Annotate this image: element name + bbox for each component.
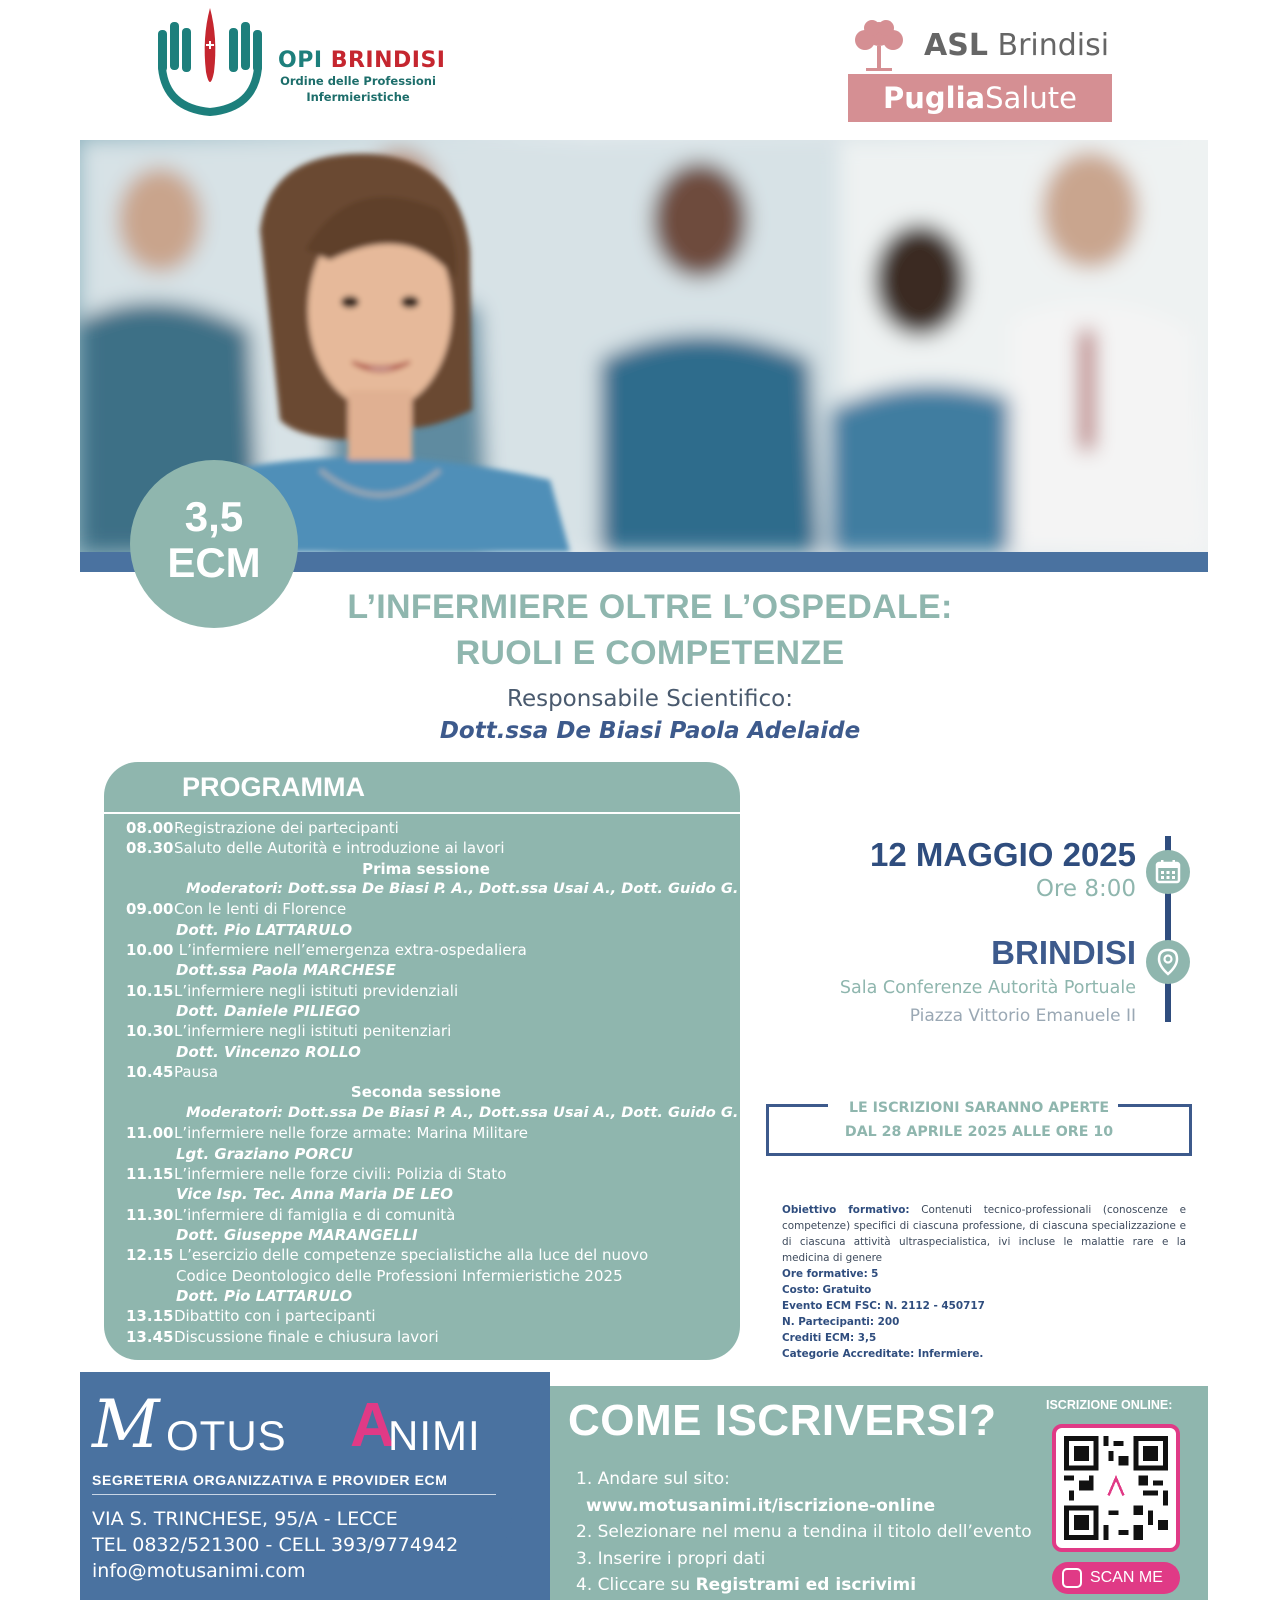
evento-ecm: Evento ECM FSC: N. 2112 - 450717 [782, 1300, 985, 1312]
programma-item [126, 1306, 726, 1326]
programma-speaker: Dott. Pio LATTARULO [176, 920, 353, 939]
programma-item [126, 981, 726, 1001]
programma-topic: Dibattito con i partecipanti [174, 1307, 376, 1326]
event-title-line-1: L’INFERMIERE OLTRE L’OSPEDALE: [347, 588, 953, 626]
puglia-salute-band: PugliaSalute [848, 74, 1112, 122]
step-4: 4. Cliccare su Registrami ed iscrivimi [576, 1575, 917, 1595]
opi-subtitle: Ordine delle Professioni Infermieristiche [280, 74, 436, 104]
registration-url[interactable]: www.motusanimi.it/iscrizione-online [586, 1495, 936, 1516]
calendar-icon [1146, 850, 1190, 894]
n-partecipanti: N. Partecipanti: 200 [782, 1316, 900, 1328]
ore-formative: Ore formative: 5 [782, 1268, 879, 1280]
programma-session: Seconda sessione [350, 1083, 502, 1102]
programma-item [126, 1021, 726, 1041]
opi-text [278, 48, 445, 105]
ecm-value: 3,5 [184, 493, 244, 540]
responsabile-label: Responsabile Scientifico: [507, 686, 793, 712]
programma-item [126, 899, 726, 919]
come-iscriversi-title: COME ISCRIVERSI? [568, 1396, 997, 1445]
event-address: Piazza Vittorio Emanuele II [909, 1006, 1136, 1026]
registration-steps [576, 1466, 1032, 1599]
scan-me-label: SCAN ME [1090, 1569, 1163, 1586]
motus-animi-logo: M OTUS A NIMI [92, 1386, 481, 1463]
step-3: 3. Inserire i propri dati [576, 1548, 766, 1569]
location-pin-icon [1146, 940, 1190, 984]
programma-item [126, 1327, 726, 1347]
programma-topic: L’infermiere nelle forze armate: Marina Militare [174, 1124, 528, 1143]
programma-time: 12.15 [126, 1246, 174, 1265]
programma-item [126, 1062, 726, 1082]
obiettivo-formativo [782, 1202, 1186, 1362]
programma-panel [104, 762, 740, 1360]
programma-moderators: Moderatori: Dott.ssa De Biasi P. A., Dott.ssa Usai A., Dott. Guido G. [186, 1103, 739, 1121]
programma-time: 10.15 [126, 981, 174, 1000]
programma-topic: Saluto delle Autorità e introduzione ai lavori [174, 839, 505, 858]
costo: Costo: Gratuito [782, 1284, 872, 1296]
scan-me-button[interactable] [1052, 1562, 1180, 1594]
programma-time: 10.45 [126, 1063, 174, 1082]
programma-time: 10.30 [126, 1022, 174, 1041]
programma-time: 11.00 [126, 1124, 174, 1143]
programma-speaker: Vice Isp. Tec. Anna Maria DE LEO [176, 1185, 453, 1204]
event-title-block [300, 584, 1000, 744]
iscrizioni-text [766, 1096, 1192, 1144]
categorie-accreditate: Categorie Accreditate: Infermiere. [782, 1348, 984, 1360]
programma-topic: L’infermiere negli istituti penitenziari [174, 1022, 452, 1041]
programma-item [126, 838, 726, 858]
event-city: BRINDISI [991, 934, 1136, 971]
opi-brindisi-logo [152, 8, 452, 120]
programma-time: 09.00 [126, 900, 174, 919]
iscrizione-online-label: ISCRIZIONE ONLINE: [1046, 1398, 1173, 1412]
ecm-credits-badge [130, 460, 298, 628]
event-date: 12 MAGGIO 2025 [870, 836, 1136, 873]
asl-name: ASL Brindisi [924, 28, 1110, 63]
programma-topic: Registrazione dei partecipanti [174, 819, 399, 837]
motus-divider [92, 1494, 496, 1495]
contact-email[interactable]: info@motusanimi.com [92, 1560, 306, 1582]
asl-brindisi-logo [848, 14, 1114, 122]
phone-scan-icon [1062, 1568, 1082, 1588]
programma-moderators: Moderatori: Dott.ssa De Biasi P. A., Dott.ssa Usai A., Dott. Guido G. [186, 880, 739, 898]
event-title-line-2: RUOLI E COMPETENZE [455, 634, 845, 672]
motus-subtitle: SEGRETERIA ORGANIZZATIVA E PROVIDER ECM [92, 1472, 448, 1488]
programma-item [126, 818, 726, 838]
programma-speaker: Dott. Pio LATTARULO [176, 1286, 353, 1305]
programma-speaker: Dott. Giuseppe MARANGELLI [176, 1225, 418, 1244]
programma-topic: L’infermiere nelle forze civili: Polizia di Stato [174, 1164, 507, 1183]
opi-title: OPI BRINDISI [278, 48, 446, 73]
programma-speaker: Dott. Vincenzo ROLLO [176, 1042, 361, 1061]
programma-time: 11.30 [126, 1205, 174, 1224]
programma-heading: PROGRAMMA [182, 772, 365, 802]
contact-phones: TEL 0832/521300 - CELL 393/9774942 [92, 1534, 459, 1556]
programma-session: Prima sessione [362, 859, 490, 878]
opi-hands-icon [152, 8, 268, 120]
programma-topic: Con le lenti di Florence [174, 900, 347, 919]
programma-topic: L’esercizio delle competenze specialistiche alla luce del nuovo [174, 1246, 649, 1265]
programma-time: 11.15 [126, 1164, 174, 1183]
step-1: 1. Andare sul sito: [576, 1469, 730, 1489]
programma-topic: L’infermiere negli istituti previdenziali [174, 981, 459, 1000]
programma-time: 10.00 [126, 941, 174, 960]
ecm-label: ECM [167, 539, 261, 586]
event-venue: Sala Conferenze Autorità Portuale [839, 978, 1136, 998]
step-2: 2. Selezionare nel menu a tendina il titolo dell’evento [576, 1522, 1032, 1542]
contact-info [92, 1506, 458, 1584]
programma-item [126, 1123, 726, 1143]
programma-list [126, 818, 739, 1347]
obiettivo-text: Obiettivo formativo: Contenuti tecnico-professionali (conoscenze e competenze) specifici di ciascuna professione, di ciascuna specializzazione e di ciascuna attività ultraspecialistica, ivi incluse le malattie rare e la medicina di genere [782, 1204, 1187, 1264]
programma-topic: Pausa [174, 1063, 219, 1082]
programma-divider [104, 812, 740, 814]
iscrizioni-line-1: LE ISCRIZIONI SARANNO APERTE [848, 1100, 1110, 1116]
programma-time: 08.00 [126, 819, 174, 837]
programma-topic-continued: Codice Deontologico delle Professioni Infermieristiche 2025 [176, 1266, 623, 1285]
programma-item [126, 1205, 726, 1225]
programma-time: 13.45 [126, 1327, 174, 1346]
programma-topic: Discussione finale e chiusura lavori [174, 1327, 439, 1346]
programma-speaker: Dott.ssa Paola MARCHESE [176, 961, 396, 980]
programma-item [126, 940, 726, 960]
programma-time: 08.30 [126, 839, 174, 858]
programma-speaker: Lgt. Graziano PORCU [176, 1144, 353, 1163]
crediti-ecm: Crediti ECM: 3,5 [782, 1332, 877, 1344]
qr-code[interactable] [1052, 1424, 1180, 1552]
tree-icon [848, 16, 910, 76]
event-details [780, 836, 1136, 1026]
qr-code-icon [1064, 1436, 1168, 1540]
programma-time: 13.15 [126, 1307, 174, 1326]
iscrizioni-line-2: DAL 28 APRILE 2025 ALLE ORE 10 [844, 1124, 1114, 1140]
programma-item [126, 1164, 726, 1184]
responsabile-name: Dott.ssa De Biasi Paola Adelaide [439, 718, 861, 744]
event-hour: Ore 8:00 [1035, 876, 1136, 902]
contact-address: VIA S. TRINCHESE, 95/A - LECCE [92, 1508, 398, 1530]
programma-speaker: Dott. Daniele PILIEGO [176, 1002, 361, 1021]
programma-topic: L’infermiere di famiglia e di comunità [174, 1205, 456, 1224]
programma-item [126, 1245, 726, 1265]
programma-topic: L’infermiere nell’emergenza extra-ospedaliera [174, 941, 527, 960]
